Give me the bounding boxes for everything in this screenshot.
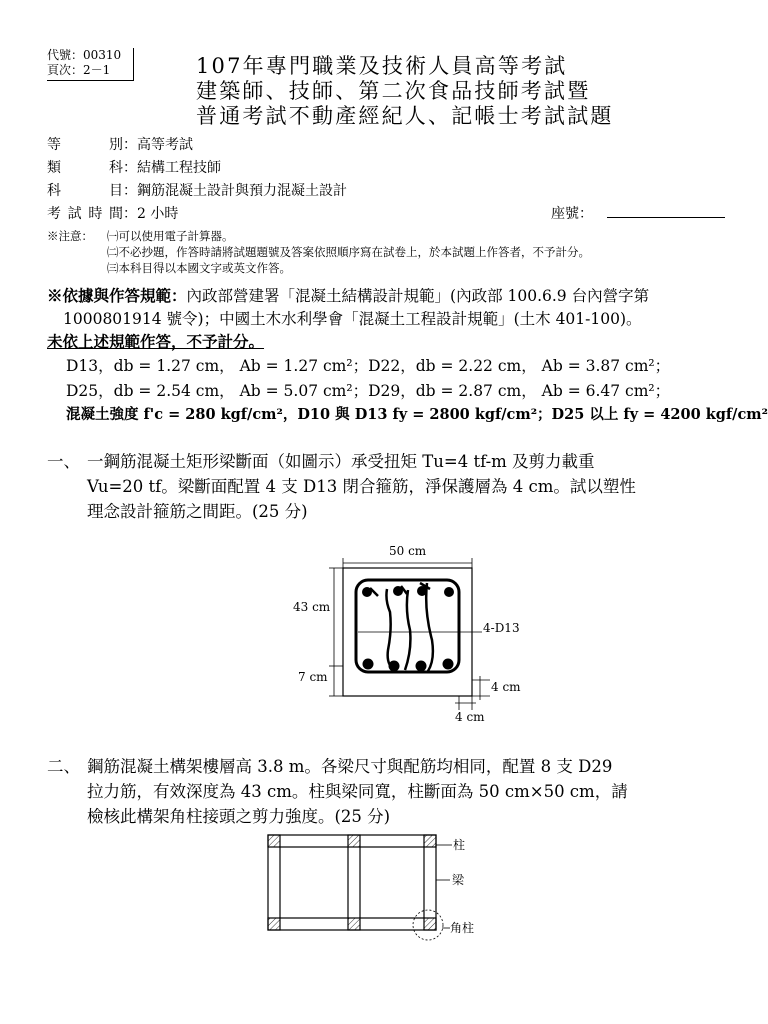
time-row: 考試時間：2 小時 bbox=[47, 203, 178, 223]
rebar-top-1 bbox=[362, 587, 372, 597]
subject-value: 鋼筋混凝土設計與預力混凝土設計 bbox=[137, 183, 347, 199]
rebar-top-4 bbox=[444, 587, 454, 597]
q1-line-3: 理念設計箍筋之間距。(25 分) bbox=[87, 502, 308, 521]
corner-column-label: 角柱 bbox=[450, 921, 475, 935]
level-label: 等別 bbox=[47, 137, 123, 153]
rebar-top-3 bbox=[417, 586, 427, 596]
note-item-1: ㈠可以使用電子計算器。 bbox=[107, 229, 234, 243]
note-item-3: ㈢本科目得以本國文字或英文作答。 bbox=[107, 261, 291, 275]
q1-line-2: Vu=20 tf。梁斷面配置 4 支 D13 閉合箍筋，淨保護層為 4 cm。試以塑性 bbox=[87, 477, 636, 496]
page-number: 頁次：2－1 bbox=[47, 63, 111, 77]
time-value: 2 小時 bbox=[137, 206, 179, 222]
q2-line-2: 拉力筋，有效深度為 43 cm。柱與梁同寬，柱斷面為 50 cm×50 cm，請 bbox=[87, 782, 628, 801]
bottom-depth-label: 7 cm bbox=[298, 670, 328, 684]
rules-line-1 bbox=[47, 284, 649, 306]
rules-text-1: 內政部營建署「混凝土結構設計規範」(內政部 100.6.9 台內營字第 bbox=[186, 287, 650, 305]
column-label: 柱 bbox=[453, 838, 466, 852]
cover-right-label: 4 cm bbox=[491, 680, 521, 694]
seat-label: 座號： bbox=[551, 206, 593, 222]
q1-number: 一、 bbox=[47, 452, 80, 471]
rebar-line-1: D13，db = 1.27 cm， Ab = 1.27 cm²；D22，db = 2.22 cm， Ab = 3.87 cm²； bbox=[66, 357, 671, 375]
rebar-bottom-3 bbox=[416, 661, 427, 672]
column-right bbox=[424, 835, 436, 930]
seat-number bbox=[551, 203, 593, 223]
rebar-line-2: D25，db = 2.54 cm， Ab = 5.07 cm²；D29，db = 2.87 cm， Ab = 6.47 cm²； bbox=[66, 382, 671, 400]
category-value: 結構工程技師 bbox=[137, 160, 221, 176]
category-row: 類科：結構工程技師 bbox=[47, 157, 221, 177]
q1-line-1: 一鋼筋混凝土矩形梁斷面（如圖示）承受扭矩 Tu=4 tf-m 及剪力載重 bbox=[87, 452, 595, 471]
tie-1 bbox=[386, 589, 395, 670]
frame-figure bbox=[260, 825, 500, 950]
rebar-bottom-2 bbox=[389, 661, 400, 672]
cover-bottom-label: 4 cm bbox=[455, 710, 485, 724]
title-line-3: 普通考試不動產經紀人、記帳士考試試題 bbox=[196, 104, 614, 128]
q2-number: 二、 bbox=[47, 757, 80, 776]
q2-line-1: 鋼筋混凝土構架樓層高 3.8 m。各梁尺寸與配筋均相同，配置 8 支 D29 bbox=[87, 757, 613, 776]
note-item-2: ㈡不必抄題，作答時請將試題題號及答案依照順序寫在試卷上，於本試題上作答者，不予計分。 bbox=[107, 245, 590, 259]
rules-line-2: 1000801914 號令)；中國土木水利學會「混凝土工程設計規範」(土木 401-100)。 bbox=[63, 310, 642, 328]
rebar-bottom-4 bbox=[443, 659, 454, 670]
seat-underline bbox=[607, 217, 725, 218]
beam-label: 梁 bbox=[452, 873, 465, 887]
exam-code: 代號：00310 bbox=[47, 48, 122, 62]
code-box bbox=[47, 48, 134, 81]
tie-3 bbox=[426, 583, 433, 671]
rebar-line-3: 混凝土強度 f'c = 280 kgf/cm²，D10 與 D13 fy = 2800 kgf/cm²；D25 以上 fy = 4200 kgf/cm² bbox=[66, 406, 768, 423]
note-prefix: ※注意： bbox=[47, 229, 93, 243]
category-label: 類科 bbox=[47, 160, 123, 176]
subject-row: 科目：鋼筋混凝土設計與預力混凝土設計 bbox=[47, 180, 347, 200]
column-left bbox=[268, 835, 280, 930]
level-row: 等別：高等考試 bbox=[47, 134, 193, 154]
q2-line-3: 檢核此構架角柱接頭之剪力強度。(25 分) bbox=[87, 807, 391, 826]
beam-section-figure bbox=[280, 538, 560, 728]
corner-joint bbox=[424, 918, 436, 930]
column-middle bbox=[348, 835, 360, 930]
title-line-2: 建築師、技師、第二次食品技師考試暨 bbox=[196, 79, 591, 103]
bar-label: 4-D13 bbox=[483, 621, 520, 635]
time-label: 考試時間 bbox=[47, 206, 123, 222]
rebar-bottom-1 bbox=[363, 659, 374, 670]
rules-lead: ※依據與作答規範： bbox=[47, 286, 187, 305]
subject-label: 科目 bbox=[47, 183, 123, 199]
height-label: 43 cm bbox=[293, 600, 331, 614]
title-line-1: 107年專門職業及技術人員高等考試 bbox=[196, 54, 568, 78]
rules-warning: 未依上述規範作答，不予計分。 bbox=[47, 332, 265, 351]
tie-2 bbox=[405, 590, 410, 670]
rebar-top-2 bbox=[393, 586, 403, 596]
width-label: 50 cm bbox=[389, 544, 427, 558]
level-value: 高等考試 bbox=[137, 137, 193, 153]
